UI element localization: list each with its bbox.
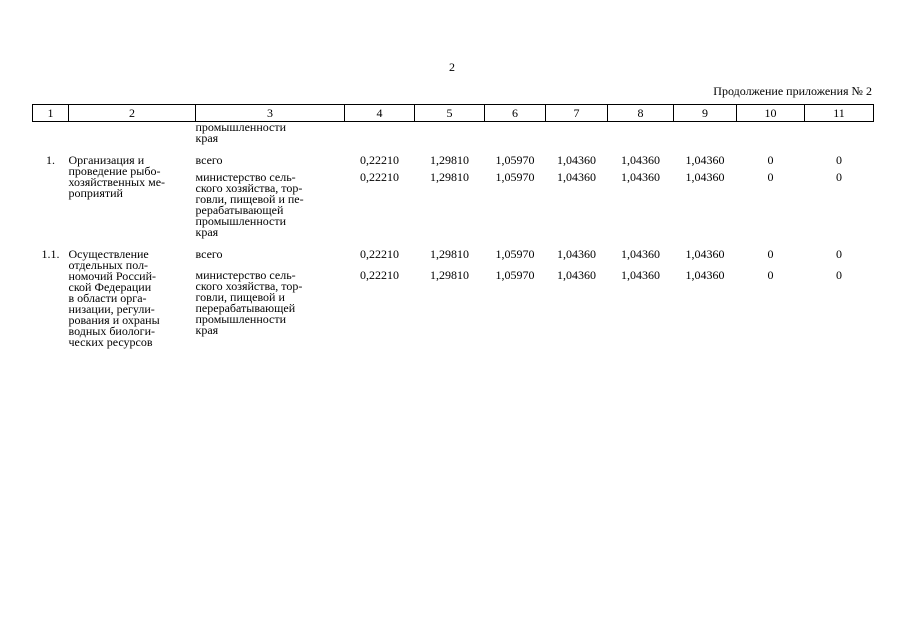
measure-name: Организация и проведение рыбо- хозяйственных ме- роприятий — [68, 153, 166, 200]
header-col-6: 6 — [485, 105, 546, 122]
value-cell: 0 — [767, 170, 774, 184]
executor-cell: министерство сель- ского хозяйства, тор- говли, пищевой и перерабатывающей промышленности края — [195, 267, 303, 337]
value-cell: 1,04360 — [557, 153, 596, 167]
row-number: 1.1. — [41, 247, 60, 261]
value-cell: 1,04360 — [685, 247, 725, 261]
value-cell: 1,29810 — [430, 247, 469, 261]
header-col-3: 3 — [196, 105, 345, 122]
value-cell: 1,04360 — [621, 247, 660, 261]
measure-name: Осуществление отдельных пол- номочий Россий- ской Федерации в области орга- низации, регули- рования и охраны водных биологи- ческих ресурсов — [68, 247, 160, 349]
table-row — [33, 144, 874, 166]
header-col-7: 7 — [546, 105, 608, 122]
value-cell: 1,04360 — [685, 170, 725, 184]
value-cell: 0 — [836, 153, 842, 167]
header-col-2: 2 — [69, 105, 196, 122]
header-col-11: 11 — [805, 105, 874, 122]
header-col-5: 5 — [415, 105, 485, 122]
value-cell: 0 — [836, 170, 842, 184]
continuation-title: Продолжение приложения № 2 — [713, 84, 872, 98]
value-cell: 0,22210 — [360, 267, 399, 282]
header-col-9: 9 — [674, 105, 737, 122]
value-cell: 1,04360 — [685, 153, 725, 167]
header-col-8: 8 — [608, 105, 674, 122]
row-number: 1. — [46, 153, 55, 167]
table-row — [33, 238, 874, 264]
page-number: 2 — [449, 60, 455, 74]
header-col-4: 4 — [345, 105, 415, 122]
value-cell: 1,05970 — [495, 170, 535, 184]
value-cell: 1,04360 — [557, 247, 596, 261]
carryover-row — [33, 122, 874, 145]
executor-cell: всего — [195, 153, 223, 167]
value-cell: 1,04360 — [621, 170, 660, 184]
executor-cell: всего — [195, 247, 223, 261]
value-cell: 1,04360 — [557, 170, 596, 184]
value-cell: 0 — [767, 247, 774, 261]
executor-cell: министерство сель- ского хозяйства, тор- говли, пищевой и пе- рерабатывающей промышленности края — [195, 170, 304, 239]
value-cell: 1,29810 — [430, 267, 469, 282]
value-cell: 0,22210 — [360, 247, 399, 261]
value-cell: 0,22210 — [360, 153, 399, 167]
value-cell: 1,05970 — [495, 247, 535, 261]
value-cell: 1,04360 — [621, 267, 660, 282]
header-row — [33, 105, 874, 122]
value-cell: 1,04360 — [621, 153, 660, 167]
value-cell: 0 — [767, 267, 774, 282]
header-col-1: 1 — [33, 105, 69, 122]
budget-table — [32, 104, 874, 348]
value-cell: 1,05970 — [495, 267, 535, 282]
value-cell: 1,04360 — [685, 267, 725, 282]
value-cell: 0 — [767, 153, 774, 167]
carryover-executor: промышленности края — [195, 120, 287, 145]
value-cell: 1,29810 — [430, 170, 469, 184]
value-cell: 0,22210 — [360, 170, 399, 184]
header-col-10: 10 — [737, 105, 805, 122]
value-cell: 0 — [836, 247, 842, 261]
value-cell: 1,29810 — [430, 153, 469, 167]
value-cell: 0 — [836, 267, 842, 282]
value-cell: 1,05970 — [495, 153, 535, 167]
value-cell: 1,04360 — [557, 267, 596, 282]
